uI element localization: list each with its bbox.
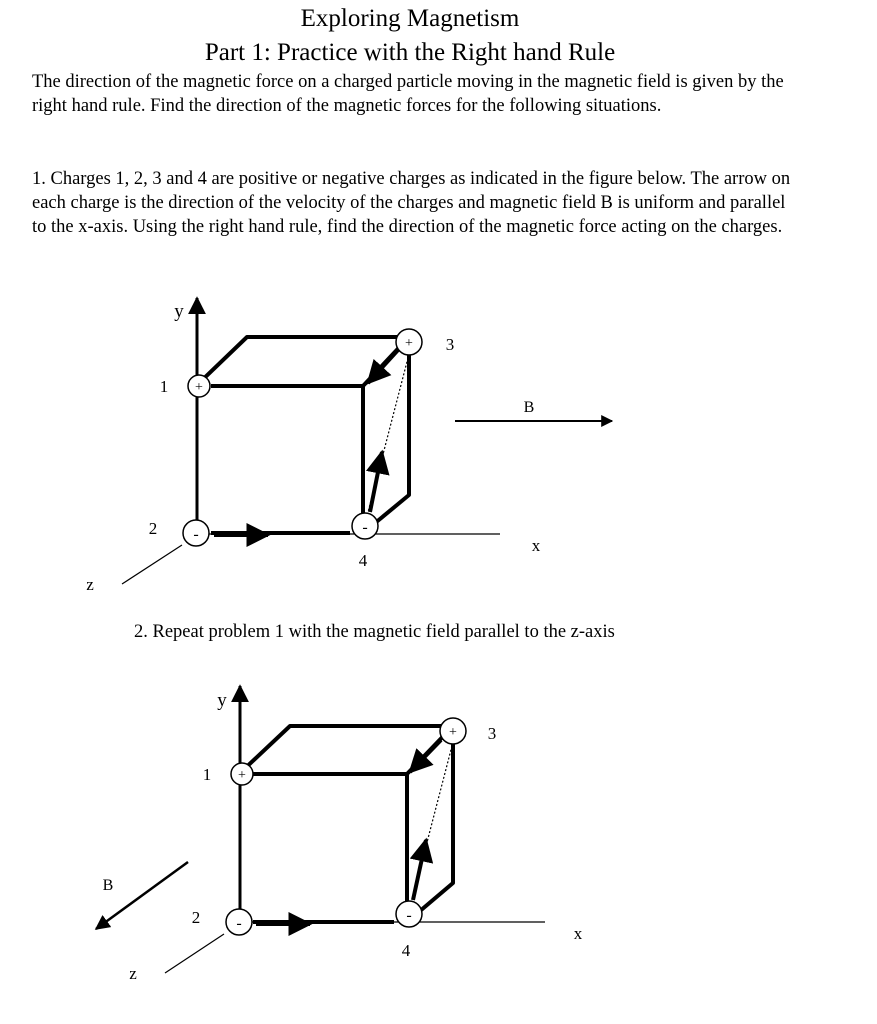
label-z: z — [129, 964, 137, 983]
velocity-arrow-4 — [370, 452, 382, 512]
label-2: 2 — [148, 519, 158, 538]
charge-4 — [396, 901, 422, 927]
cube — [240, 726, 453, 922]
charge-4-sign: - — [362, 519, 368, 536]
field-arrow — [96, 862, 188, 929]
z-axis — [122, 545, 182, 584]
charge-3-sign: + — [449, 725, 457, 740]
problem-1-text: 1. Charges 1, 2, 3 and 4 are positive or negative charges as indicated in the figure below. The arrow on each charge is the direction of the velocity of the charges and magnetic field B is uniform and parallel to the x-axis. Using the right hand rule, find the direction of the magnetic force acting on the charges. — [32, 169, 791, 237]
velocity-arrow-3 — [410, 740, 441, 772]
label-y: y — [217, 690, 227, 711]
label-1: 1 — [159, 377, 169, 396]
charge-3 — [396, 329, 422, 355]
label-z: z — [86, 575, 94, 594]
label-4: 4 — [401, 941, 411, 960]
label-B: B — [523, 399, 535, 416]
label-x: x — [531, 536, 541, 555]
charge-1-sign: + — [195, 380, 203, 395]
problem-2-text: 2. Repeat problem 1 with the magnetic field parallel to the z-axis — [134, 622, 615, 642]
velocity-arrow-3 — [368, 350, 398, 383]
label-2: 2 — [191, 908, 201, 927]
charge-3-sign: + — [405, 336, 413, 351]
label-3: 3 — [445, 335, 455, 354]
z-axis — [165, 934, 224, 973]
label-x: x — [573, 924, 583, 943]
label-1: 1 — [202, 765, 212, 784]
velocity-arrow-4 — [413, 840, 426, 900]
page-subtitle: Part 1: Practice with the Right hand Rule — [204, 39, 616, 66]
charge-3 — [440, 718, 466, 744]
charge-2 — [183, 520, 209, 546]
label-B: B — [102, 877, 114, 894]
page-title: Exploring Magnetism — [300, 5, 520, 32]
label-3: 3 — [487, 724, 497, 743]
label-4: 4 — [358, 551, 368, 570]
charge-2-sign: - — [236, 915, 242, 932]
figure-2 — [0, 670, 877, 1000]
charge-2 — [226, 909, 252, 935]
intro-paragraph: The direction of the magnetic force on a charged particle moving in the magnetic field is given by the right hand rule. Find the direction of the magnetic forces for the following situations. — [32, 72, 784, 116]
charge-1-sign: + — [238, 768, 246, 783]
figure-1 — [0, 280, 877, 610]
cube — [197, 337, 409, 533]
label-y: y — [174, 301, 184, 322]
charge-4-sign: - — [406, 907, 412, 924]
charge-1 — [231, 763, 253, 785]
charge-4 — [352, 513, 378, 539]
charge-1 — [188, 375, 210, 397]
charge-2-sign: - — [193, 526, 199, 543]
